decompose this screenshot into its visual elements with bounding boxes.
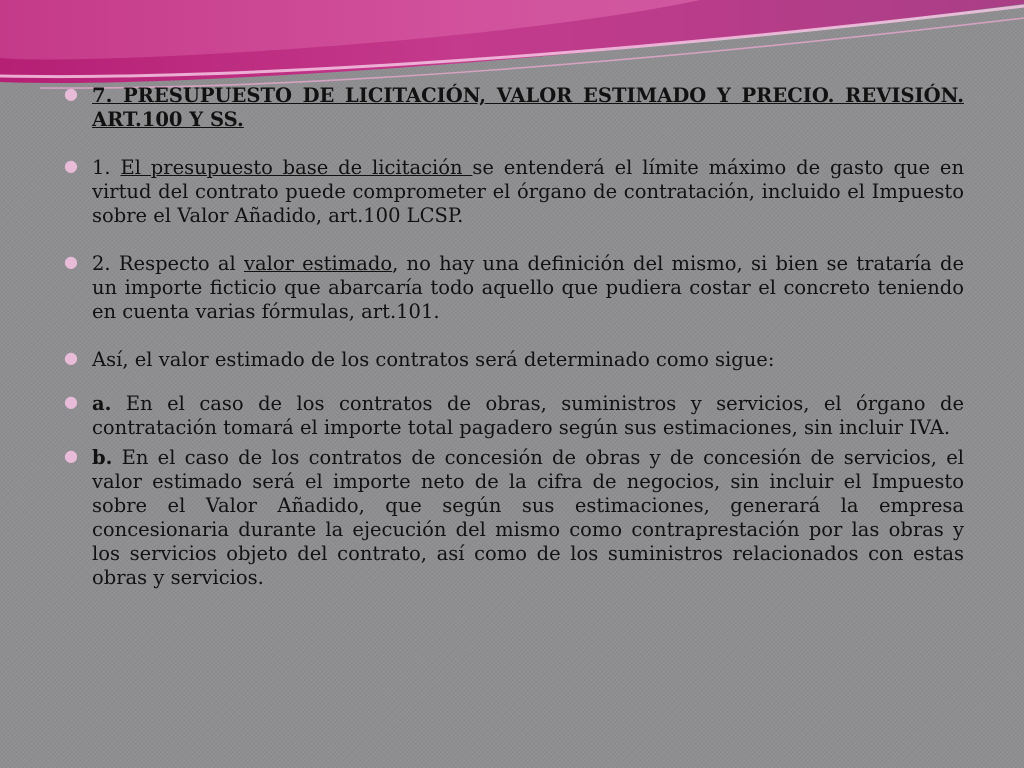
bullet-icon: ● bbox=[64, 84, 78, 103]
bullet-caso-b bbox=[64, 446, 964, 590]
item-b-text: En el caso de los contratos de concesión de obras y de concesión de servicios, el valor estimado será el importe neto de la cifra de negocios, sin incluir el Impuesto sobre el Valor Añadido, que según sus estimaciones, generará la empresa concesionaria durante la ejecución del mismo como contraprestación por las obras y los servicios objeto del contrato, así como de los suministros relacionados con estas obras y servicios. bbox=[92, 445, 964, 589]
slide-body bbox=[64, 84, 964, 590]
term-valor-estimado: valor estimado bbox=[243, 251, 393, 275]
bullet-icon: ● bbox=[64, 155, 78, 175]
term-presupuesto: El presupuesto base de licitación bbox=[120, 155, 473, 179]
slide-heading: . PRESUPUESTO DE LICITACIÓN, VALOR ESTIMADO Y PRECIO. REVISIÓN. ART.100 Y SS. bbox=[92, 84, 964, 131]
paragraph-2-lead: 2. Respecto al bbox=[92, 251, 244, 275]
item-a-label: a. bbox=[92, 391, 112, 415]
bullet-icon: ● bbox=[64, 445, 78, 465]
paragraph-1-text: se entenderá el límite máximo de gasto que en virtud del contrato puede comprometer el órgano de contratación, incluido el Impuesto sobre el Valor Añadido, art.100 LCSP. bbox=[92, 155, 964, 227]
paragraph-2-text: , no hay una definición del mismo, si bien se trataría de un importe ficticio que abarcaría todo aquello que pudiera costar el concreto teniendo en cuenta varias fórmulas, art.101. bbox=[92, 251, 965, 323]
bullet-heading bbox=[64, 84, 964, 132]
item-b-label: b. bbox=[92, 445, 113, 469]
bullet-caso-a bbox=[64, 392, 964, 440]
item-a-text: En el caso de los contratos de obras, suministros y servicios, el órgano de contratación tomará el importe total pagadero según sus estimaciones, sin incluir IVA. bbox=[92, 391, 964, 439]
bullet-icon: ● bbox=[64, 251, 78, 271]
heading-number: 7 bbox=[92, 84, 106, 107]
bullet-determinacion bbox=[64, 348, 964, 372]
paragraph-3-text: Así, el valor estimado de los contratos será determinado como sigue: bbox=[92, 347, 775, 371]
bullet-valor-estimado bbox=[64, 252, 964, 324]
bullet-icon: ● bbox=[64, 391, 78, 411]
paragraph-1-lead: 1. bbox=[92, 155, 121, 179]
bullet-icon: ● bbox=[64, 347, 78, 367]
bullet-presupuesto bbox=[64, 156, 964, 228]
